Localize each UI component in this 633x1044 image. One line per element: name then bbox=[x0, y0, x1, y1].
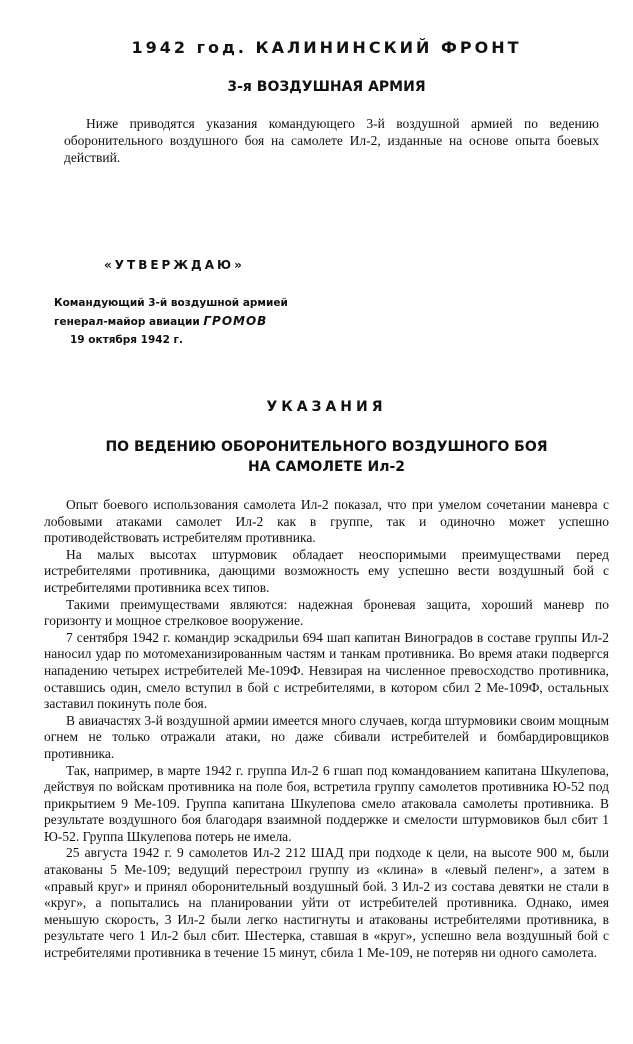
body-paragraph: 25 августа 1942 г. 9 самолетов Ил-2 212 ШАД при подходе к цели, на высоте 900 м, были атакованы 5 Ме-109; ведущий перестроил группу из «клина» в «левый пеленг», а затем в «правый круг» и принял оборонительный воздушный бой. 3 Ил-2 из состава девятки не стали в «круг», а попытались на планировании уйти от истребителей противника. Однако, имея меньшую скорость, 3 Ил-2 были легко настигнуты и атакованы истребителями противника, в результате чего 1 Ил-2 был сбит. Шестерка, ставшая в «круг», успешно вела воздушный бой с истребителями противника в течение 15 минут, сбила 1 Ме-109, не потеряв ни одного самолета. bbox=[44, 845, 609, 961]
army-heading: 3-я ВОЗДУШНАЯ АРМИЯ bbox=[227, 79, 426, 95]
signature-rank: генерал-майор авиации bbox=[54, 316, 200, 328]
year-front-heading: 1942 год. КАЛИНИНСКИЙ ФРОНТ bbox=[131, 38, 522, 57]
document-subtitle bbox=[44, 437, 609, 477]
body-paragraph: Опыт боевого использования самолета Ил-2 показал, что при умелом сочетании маневра с лобовыми атаками самолет Ил-2 как в группе, так и одиночно может успешно противодействовать истребителям противника. bbox=[44, 497, 609, 546]
signature-line-1: Командующий 3-й воздушной армией bbox=[54, 297, 288, 309]
body-paragraph: Так, например, в марте 1942 г. группа Ил-2 6 гшап под командованием капитана Шкулепова, действуя по войскам противника на поле боя, встретила группу самолетов противника Ю-52 под прикрытием 9 Ме-109. Группа капитана Шкулепова смело атаковала самолеты противника. В результате воздушного боя благодаря взаимной поддержке и смелости штурмовиков был сбит 1 Ю-52. Группа Шкулепова потерь не имела. bbox=[44, 762, 609, 844]
body-paragraph: На малых высотах штурмовик обладает неоспоримыми преимуществами перед истребителями противника, дающими возможность ему успешно вести воздушный бой с истребителями противника всех типов. bbox=[44, 546, 609, 595]
subtitle-line-2: НА САМОЛЕТЕ Ил-2 bbox=[247, 459, 406, 475]
approval-signature bbox=[54, 294, 609, 349]
subtitle-line-1: ПО ВЕДЕНИЮ ОБОРОНИТЕЛЬНОГО ВОЗДУШНОГО БОЯ bbox=[105, 439, 548, 455]
signature-name: ГРОМОВ bbox=[203, 314, 268, 328]
document-body bbox=[44, 497, 609, 962]
signature-date: 19 октября 1942 г. bbox=[70, 334, 184, 346]
body-paragraph: Такими преимуществами являются: надежная броневая защита, хороший маневр по горизонту и мощное стрелковое вооружение. bbox=[44, 596, 609, 629]
intro-paragraph: Ниже приводятся указания командующего 3-й воздушной армией по ведению оборонительного воздушного боя на самолете Ил-2, изданные на основе опыта боевых действий. bbox=[64, 116, 599, 165]
document-title: УКАЗАНИЯ bbox=[266, 399, 387, 415]
approval-label: «УТВЕРЖДАЮ» bbox=[104, 258, 245, 272]
body-paragraph: В авиачастях 3-й воздушной армии имеется много случаев, когда штурмовики своим мощным огнем не только отражали атаки, но даже сбивали истребителей и бомбардировщиков противника. bbox=[44, 712, 609, 761]
body-paragraph: 7 сентября 1942 г. командир эскадрильи 694 шап капитан Виноградов в составе группы Ил-2 наносил удар по мотомеханизированным частям и танкам противника. Во время атаки подвергся нападению четырех истребителей Ме-109Ф. Невзирая на численное превосходство противника, оставшись один, смело вступил в бой с истребителями, в котором сбил 2 Ме-109Ф, остальных заставил покинуть поле боя. bbox=[44, 629, 609, 712]
signature-line-2 bbox=[54, 312, 609, 331]
